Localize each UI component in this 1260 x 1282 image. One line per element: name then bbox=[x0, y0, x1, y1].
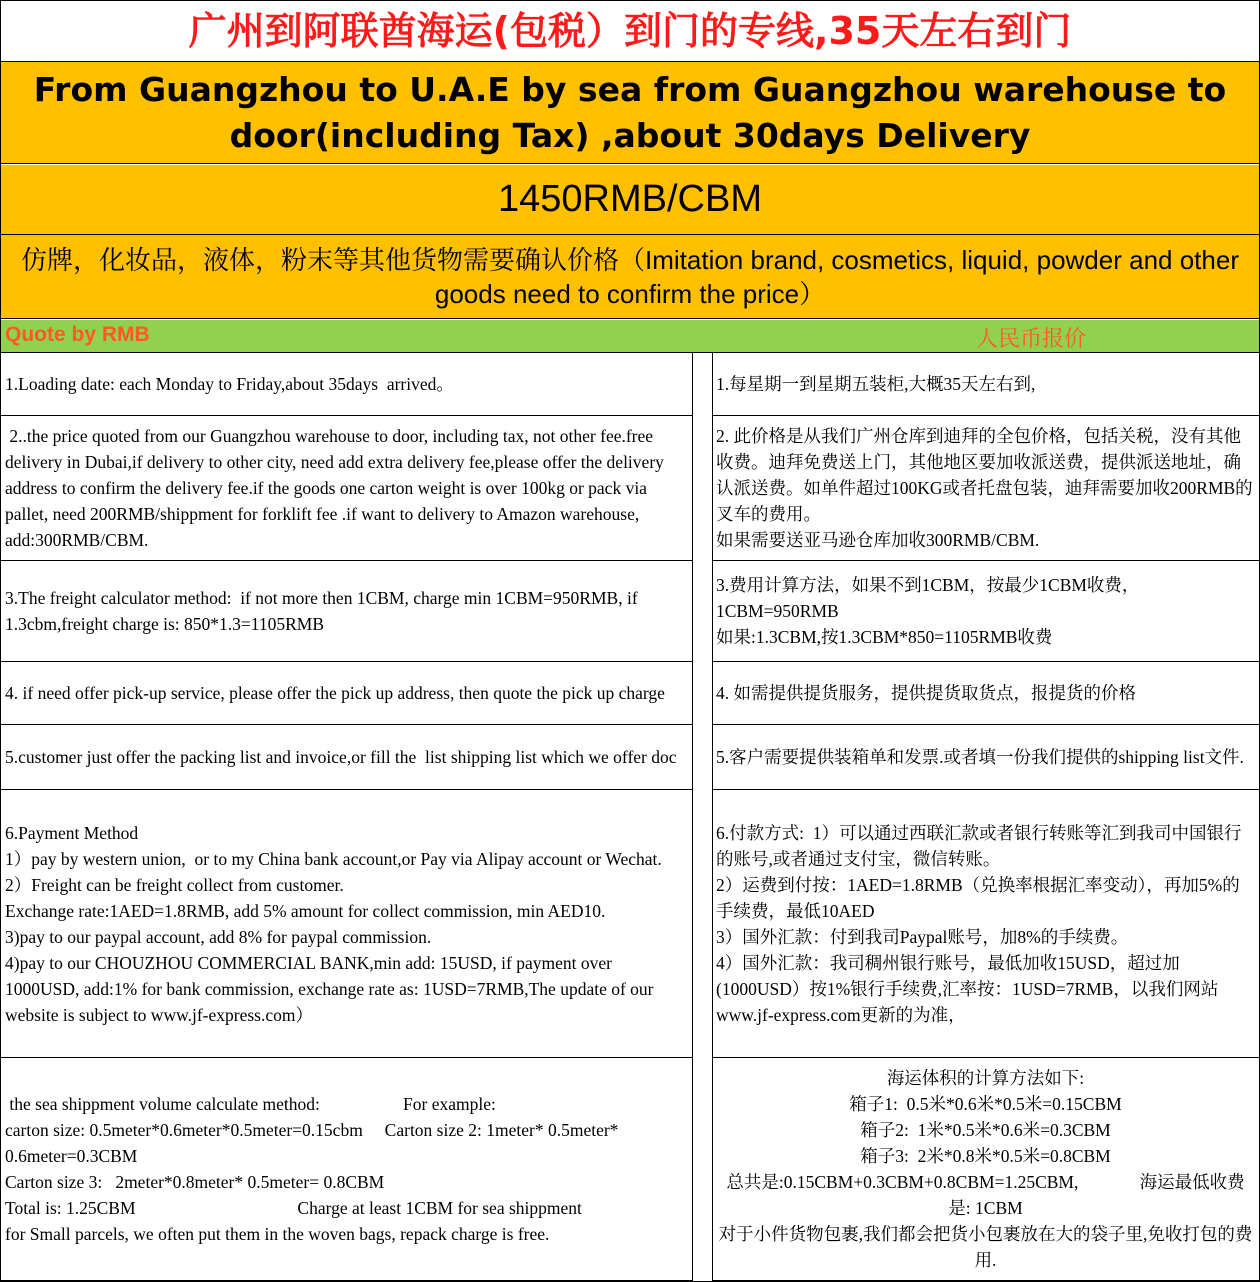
terms-line: 1）pay by western union, or to my China bank account,or Pay via Alipay account or Wechat. bbox=[5, 848, 662, 869]
terms-line: 1.Loading date: each Monday to Friday,about 35days arrived。 bbox=[5, 374, 454, 394]
terms-cell-left-1 bbox=[1, 353, 692, 416]
terms-line: 4. if need offer pick-up service, please offer the pick up address, then quote the pick up charge bbox=[5, 683, 665, 703]
terms-line: 箱子2: 1米*0.5米*0.6米=0.3CBM bbox=[860, 1120, 1111, 1140]
terms-line: 3）国外汇款：付到我司Paypal账号，加8%的手续费。 bbox=[716, 926, 1129, 947]
terms-line: 总共是:0.15CBM+0.3CBM+0.8CBM=1.25CBM, 海运最低收费是: 1CBM bbox=[726, 1172, 1245, 1218]
terms-cell-left-3 bbox=[1, 561, 692, 662]
terms-cell-left-4 bbox=[1, 662, 692, 725]
quote-label-chinese: 人民币报价 bbox=[976, 327, 1087, 352]
terms-line: 2）Freight can be freight collect from customer. bbox=[5, 874, 344, 895]
terms-line: 2）运费到付按：1AED=1.8RMB（兑换率根据汇率变动），再加5%的手续费，最低10AED bbox=[716, 874, 1240, 921]
terms-line: 海运体积的计算方法如下: bbox=[886, 1068, 1085, 1088]
terms-cell-right-1 bbox=[712, 353, 1259, 416]
terms-line: 如果:1.3CBM,按1.3CBM*850=1105RMB收费 bbox=[716, 627, 1053, 647]
terms-line: 2. 此价格是从我们广州仓库到迪拜的全包价格，包括关税，没有其他收费。迪拜免费送上门，其他地区要加收派送费，提供派送地址，确认派送费。如单件超过100KG或者托盘包装，迪拜需要加收200RMB的叉车的费用。 bbox=[716, 426, 1253, 524]
terms-line: 4)pay to our CHOUZHOU COMMERCIAL BANK,min add: 15USD, if payment over 1000USD, add:1% for bank commission, exchange rate as: 1USD=7RMB,The update of our website is subject to www.jf-express.com） bbox=[5, 952, 658, 1025]
terms-line: the sea shippment volume calculate method: For example: bbox=[5, 1094, 496, 1114]
price-band: 1450RMB/CBM bbox=[1, 165, 1259, 235]
terms-line: 如果需要送亚马逊仓库加收300RMB/CBM. bbox=[716, 530, 1040, 550]
terms-line: 4. 如需提供提货服务，提供提货取货点，报提货的价格 bbox=[716, 683, 1136, 703]
title-english: From Guangzhou to U.A.E by sea from Guangzhou warehouse to door(including Tax) ,about 30days Delivery bbox=[1, 62, 1259, 164]
terms-line: for Small parcels, we often put them in the woven bags, repack charge is free. bbox=[5, 1224, 550, 1244]
terms-line: 对于小件货物包裹,我们都会把货小包裹放在大的袋子里,免收打包的费用. bbox=[718, 1224, 1253, 1270]
quote-label-english: Quote by RMB bbox=[5, 323, 150, 346]
terms-line: Carton size 3: 2meter*0.8meter* 0.5meter= 0.8CBM bbox=[5, 1172, 385, 1192]
terms-line: 1CBM=950RMB bbox=[716, 601, 839, 621]
terms-line: 5.客户需要提供装箱单和发票.或者填一份我们提供的shipping list文件. bbox=[716, 747, 1244, 767]
terms-cell-right-3 bbox=[712, 561, 1259, 662]
terms-line: 6.付款方式: 1）可以通过西联汇款或者银行转账等汇到我司中国银行的账号,或者通过支付宝，微信转账。 bbox=[716, 822, 1242, 869]
terms-cell-right-7 bbox=[712, 1058, 1259, 1281]
terms-cell-right-4 bbox=[712, 662, 1259, 725]
terms-cell-left-5 bbox=[1, 725, 692, 790]
terms-line: 3.费用计算方法，如果不到1CBM，按最少1CBM收费， bbox=[716, 575, 1140, 595]
terms-cell-left-7 bbox=[1, 1058, 692, 1281]
quote-row bbox=[1, 320, 1259, 353]
terms-line: 4）国外汇款：我司稠州银行账号，最低加收15USD，超过加(1000USD）按1%银行手续费,汇率按：1USD=7RMB，以我们网站www.jf-express.com更新的为准， bbox=[716, 952, 1219, 1025]
note-band: 仿牌，化妆品，液体，粉末等其他货物需要确认价格（Imitation brand, cosmetics, liquid, powder and other goods need to confirm the price） bbox=[1, 235, 1259, 319]
terms-line: carton size: 0.5meter*0.6meter*0.5meter=0.15cbm Carton size 2: 1meter* 0.5meter* 0.6meter=0.3CBM bbox=[5, 1120, 623, 1166]
terms-cell-right-5 bbox=[712, 725, 1259, 790]
terms-line: 6.Payment Method bbox=[5, 822, 139, 843]
terms-line: 2..the price quoted from our Guangzhou warehouse to door, including tax, not other fee.free delivery in Dubai,if delivery to other city, need add extra delivery fee,please offer the delivery address to confirm the delivery fee.if the goods one carton weight is over 100kg or pack via pallet, need 200RMB/shippment for forklift fee .if want to delivery to Amazon warehouse, add:300RMB/CBM. bbox=[5, 426, 669, 550]
terms-line: 5.customer just offer the packing list and invoice,or fill the list shipping list which we offer doc bbox=[5, 747, 677, 767]
terms-line: 3.The freight calculator method: if not more then 1CBM, charge min 1CBM=950RMB, if 1.3cbm,freight charge is: 850*1.3=1105RMB bbox=[5, 588, 643, 634]
title-chinese: 广州到阿联酋海运(包税）到门的专线,35天左右到门 bbox=[1, 1, 1259, 62]
terms-cell-right-2 bbox=[712, 416, 1259, 561]
column-divider bbox=[692, 353, 713, 1281]
terms-line: 箱子3: 2米*0.8米*0.5米=0.8CBM bbox=[860, 1146, 1111, 1166]
terms-line: 箱子1: 0.5米*0.6米*0.5米=0.15CBM bbox=[849, 1094, 1122, 1114]
terms-cell-right-6 bbox=[712, 790, 1259, 1058]
terms-line: Exchange rate:1AED=1.8RMB, add 5% amount for collect commission, min AED10. bbox=[5, 900, 606, 921]
terms-cell-left-2 bbox=[1, 416, 692, 561]
terms-line: Total is: 1.25CBM Charge at least 1CBM for sea shippment bbox=[5, 1198, 582, 1218]
terms-cell-left-6 bbox=[1, 790, 692, 1058]
terms-line: 3)pay to our paypal account, add 8% for paypal commission. bbox=[5, 926, 432, 947]
terms-line: 1.每星期一到星期五装柜,大概35天左右到, bbox=[716, 374, 1036, 394]
